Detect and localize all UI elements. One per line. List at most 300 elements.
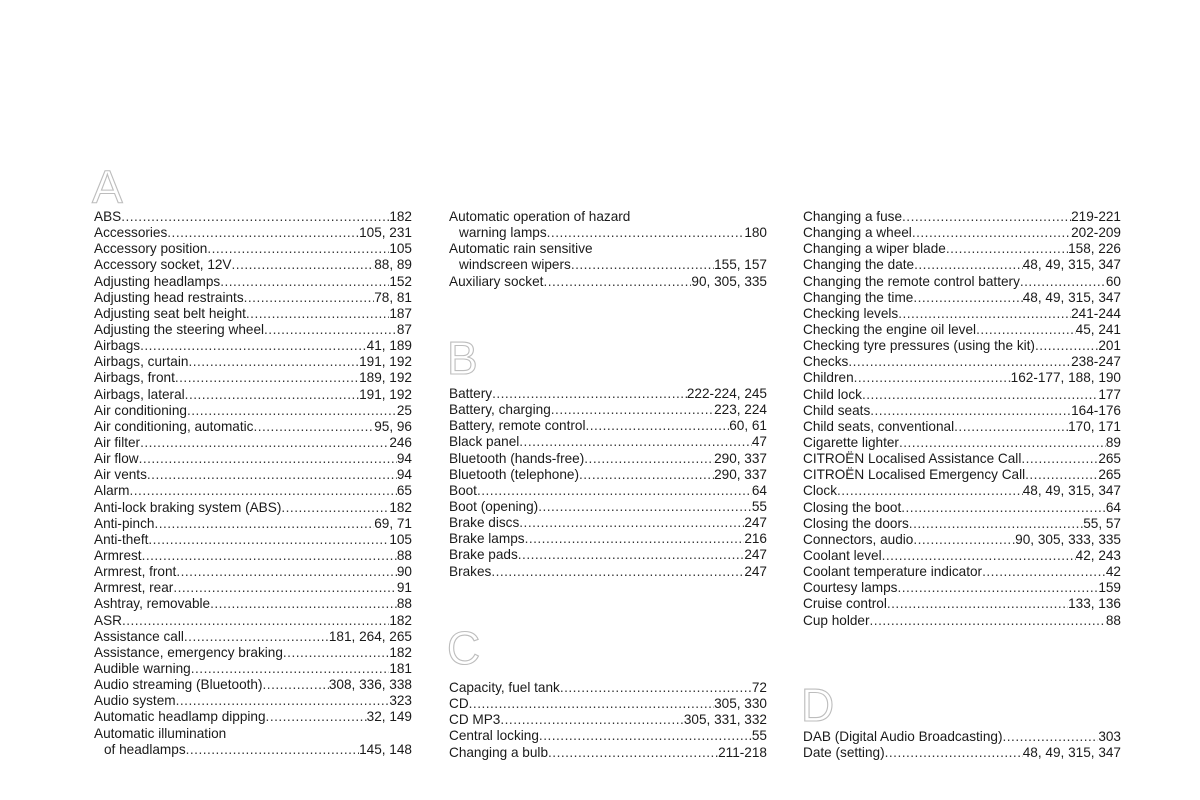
dot-leader <box>902 209 1071 225</box>
index-entry <box>449 434 767 450</box>
index-page-numbers: 159 <box>1098 580 1121 596</box>
index-entry <box>94 500 412 516</box>
dot-leader <box>525 531 745 547</box>
index-entry <box>449 209 767 225</box>
index-page-numbers: 216 <box>744 531 767 547</box>
index-term: Changing a bulb <box>449 744 549 760</box>
index-term: Brake pads <box>449 547 518 563</box>
index-entry <box>803 274 1121 290</box>
index-term: Air conditioning <box>94 402 187 418</box>
dot-leader <box>909 516 1083 532</box>
index-page-numbers: 308, 336, 338 <box>328 677 412 693</box>
dot-leader <box>547 225 745 241</box>
dot-leader <box>543 274 691 290</box>
index-term: Capacity, fuel tank <box>449 680 560 695</box>
index-page-numbers: 191, 192 <box>359 354 412 370</box>
index-entry <box>449 531 767 547</box>
dot-leader <box>519 434 752 450</box>
index-term: Child seats <box>803 402 871 418</box>
dot-leader <box>870 613 1106 629</box>
section-a-continued-entries <box>449 209 767 290</box>
index-entry <box>803 596 1121 612</box>
dot-leader <box>477 483 752 499</box>
index-entry <box>803 580 1121 596</box>
index-page-numbers: 95, 96 <box>374 418 412 434</box>
index-term: of headlamps <box>104 741 186 757</box>
dot-leader <box>130 483 397 499</box>
index-entry <box>803 467 1121 483</box>
index-page-numbers: 48, 49, 315, 347 <box>1022 289 1121 305</box>
index-term: DAB (Digital Audio Broadcasting) <box>803 729 1003 744</box>
index-page-numbers: 219-221 <box>1071 209 1121 224</box>
dot-leader <box>210 596 397 612</box>
index-page-numbers: 177 <box>1098 386 1121 402</box>
index-entry <box>449 680 767 696</box>
index-term: Changing a wiper blade <box>803 241 946 257</box>
section-letter-c: C <box>447 622 481 674</box>
index-term: Checks <box>803 354 849 370</box>
index-term: Changing a fuse <box>803 209 903 224</box>
index-entry <box>803 613 1121 629</box>
index-page-numbers: 182 <box>389 209 412 224</box>
dot-leader <box>560 680 752 696</box>
dot-leader <box>1020 274 1106 290</box>
dot-leader <box>185 387 359 403</box>
index-term: Cup holder <box>803 612 870 628</box>
dot-leader <box>837 483 1023 499</box>
section-d-entries <box>803 729 1121 761</box>
index-term: Child lock <box>803 386 862 402</box>
dot-leader <box>188 354 359 370</box>
index-term: Coolant level <box>803 547 882 563</box>
index-term: Audio system <box>94 693 176 709</box>
index-term: Boot <box>449 482 477 498</box>
index-page-numbers: 290, 337 <box>714 450 767 466</box>
index-page-numbers: 162-177, 188, 190 <box>1010 370 1121 386</box>
dot-leader <box>266 709 367 725</box>
index-term: Alarm <box>94 483 130 499</box>
dot-leader <box>184 629 329 645</box>
index-page-numbers: 265 <box>1098 467 1121 483</box>
index-entry <box>449 547 767 563</box>
index-term: Cigarette lighter <box>803 434 899 450</box>
index-entry <box>449 386 767 402</box>
index-page-numbers: 42, 243 <box>1075 547 1121 563</box>
index-page-numbers: 60 <box>1105 273 1121 289</box>
dot-leader <box>283 645 389 661</box>
index-entry <box>94 257 412 273</box>
index-term: Brakes <box>449 563 492 579</box>
dot-leader <box>854 370 1011 386</box>
dot-leader <box>913 290 1022 306</box>
dot-leader <box>140 435 389 451</box>
index-term: Bluetooth (telephone) <box>449 466 579 482</box>
index-entry <box>803 435 1121 451</box>
index-page-numbers: 222-224, 245 <box>686 386 767 401</box>
index-entry <box>803 257 1121 273</box>
index-term: CD <box>449 696 469 712</box>
dot-leader <box>148 532 389 548</box>
index-page-numbers: 89 <box>1105 434 1121 450</box>
dot-leader <box>870 403 1071 419</box>
index-page-numbers: 133, 136 <box>1068 596 1121 612</box>
index-entry <box>803 387 1121 403</box>
index-page-numbers: 64 <box>751 482 767 498</box>
index-page-numbers: 303 <box>1098 729 1121 744</box>
index-entry <box>449 499 767 515</box>
dot-leader <box>882 548 1076 564</box>
index-page-numbers: 238-247 <box>1071 354 1121 370</box>
index-page-numbers: 55 <box>751 728 767 744</box>
index-term: Anti-theft <box>94 531 149 547</box>
index-entry <box>94 532 412 548</box>
index-page-numbers: 247 <box>744 547 767 563</box>
dot-leader <box>1002 729 1098 745</box>
index-entry <box>94 322 412 338</box>
index-entry <box>94 709 412 725</box>
index-term: Armrest, rear <box>94 580 174 596</box>
index-term: Adjusting seat belt height <box>94 305 246 321</box>
index-entry <box>94 742 412 758</box>
dot-leader <box>579 467 714 483</box>
index-entry <box>803 209 1121 225</box>
index-entry <box>803 451 1121 467</box>
index-entry <box>803 338 1121 354</box>
dot-leader <box>244 290 375 306</box>
index-term: Checking tyre pressures (using the kit) <box>803 338 1035 354</box>
index-page-numbers: 91 <box>396 580 412 596</box>
index-page-numbers: 55, 57 <box>1083 515 1121 531</box>
index-term: Airbags <box>94 338 141 354</box>
index-page-numbers: 88 <box>396 596 412 612</box>
index-entry <box>803 548 1121 564</box>
index-term: Black panel <box>449 434 520 450</box>
index-entry <box>94 693 412 709</box>
section-a-entries <box>94 209 412 758</box>
index-entry <box>94 419 412 435</box>
index-page-numbers: 47 <box>751 434 767 450</box>
section-letter-a: A <box>92 161 123 213</box>
index-page-numbers: 94 <box>396 467 412 483</box>
index-term: windscreen wipers <box>459 257 571 273</box>
index-page-numbers: 247 <box>744 515 767 531</box>
index-page-numbers: 191, 192 <box>359 386 412 402</box>
index-entry <box>449 467 767 483</box>
index-entry <box>803 354 1121 370</box>
index-term: Automatic rain sensitive <box>449 241 593 257</box>
index-term: ABS <box>94 209 122 224</box>
index-page-numbers: 105 <box>389 241 412 257</box>
index-entry <box>94 387 412 403</box>
index-entry <box>803 564 1121 580</box>
dot-leader <box>491 564 744 580</box>
index-page-numbers: 323 <box>389 693 412 709</box>
index-term: CITROËN Localised Assistance Call <box>803 451 1022 467</box>
section-c-continued-entries <box>803 209 1121 629</box>
index-term: Changing a wheel <box>803 225 912 241</box>
index-page-numbers: 65 <box>396 483 412 499</box>
dot-leader <box>913 532 1015 548</box>
dot-leader <box>176 564 397 580</box>
index-term: Air conditioning, automatic <box>94 418 254 434</box>
index-entry <box>803 516 1121 532</box>
index-page-numbers: 182 <box>389 644 412 660</box>
dot-leader <box>175 370 359 386</box>
index-term: Accessory position <box>94 241 208 257</box>
dot-leader <box>220 274 389 290</box>
index-term: Bluetooth (hands-free) <box>449 450 585 466</box>
index-entry <box>94 467 412 483</box>
index-page-numbers: 180 <box>744 225 767 241</box>
dot-leader <box>500 712 683 728</box>
index-term: Automatic operation of hazard <box>449 209 631 224</box>
index-entry <box>94 483 412 499</box>
index-page-numbers: 72 <box>751 680 767 695</box>
index-page-numbers: 48, 49, 315, 347 <box>1022 257 1121 273</box>
dot-leader <box>122 613 389 629</box>
dot-leader <box>954 419 1068 435</box>
dot-leader <box>1021 451 1098 467</box>
index-page-numbers: 90, 305, 333, 335 <box>1015 531 1121 547</box>
dot-leader <box>492 386 687 402</box>
index-term: Coolant temperature indicator <box>803 564 983 580</box>
index-term: Air vents <box>94 467 147 483</box>
index-entry <box>94 306 412 322</box>
index-entry <box>803 483 1121 499</box>
index-term: Accessories <box>94 225 168 241</box>
index-entry <box>803 532 1121 548</box>
index-term: Child seats, conventional <box>803 418 955 434</box>
dot-leader <box>885 745 1023 761</box>
index-page-numbers: 164-176 <box>1071 402 1121 418</box>
index-term: Children <box>803 370 854 386</box>
index-entry <box>94 241 412 257</box>
dot-leader <box>898 306 1071 322</box>
index-entry <box>449 451 767 467</box>
index-term: Brake discs <box>449 515 520 531</box>
index-page-numbers: 170, 171 <box>1068 418 1121 434</box>
dot-leader <box>539 728 752 744</box>
index-page-numbers: 64 <box>1105 499 1121 515</box>
index-page-numbers: 41, 189 <box>366 338 412 354</box>
index-entry <box>803 419 1121 435</box>
index-entry <box>803 729 1121 745</box>
index-entry <box>94 548 412 564</box>
index-entry <box>803 500 1121 516</box>
index-page-numbers: 105 <box>389 531 412 547</box>
index-entry <box>449 257 767 273</box>
dot-leader <box>899 435 1106 451</box>
index-term: Closing the boot <box>803 499 902 515</box>
index-page-numbers: 155, 157 <box>714 257 767 273</box>
index-page-numbers: 88, 89 <box>374 257 412 273</box>
dot-leader <box>976 322 1076 338</box>
index-term: Battery <box>449 386 493 401</box>
index-page-numbers: 88 <box>396 547 412 563</box>
index-entry <box>803 290 1121 306</box>
index-term: warning lamps <box>459 225 547 241</box>
index-entry <box>449 712 767 728</box>
index-entry <box>94 403 412 419</box>
index-entry <box>449 241 767 257</box>
index-entry <box>94 338 412 354</box>
dot-leader <box>586 418 730 434</box>
dot-leader <box>186 742 359 758</box>
index-entry <box>94 516 412 532</box>
dot-leader <box>176 693 390 709</box>
index-page-numbers: 211-218 <box>718 744 767 760</box>
index-page-numbers: 189, 192 <box>359 370 412 386</box>
dot-leader <box>912 225 1071 241</box>
index-page-numbers: 223, 224 <box>714 402 767 418</box>
dot-leader <box>263 677 329 693</box>
index-term: Airbags, front <box>94 370 175 386</box>
index-entry <box>449 418 767 434</box>
index-term: Battery, remote control <box>449 418 586 434</box>
index-page-numbers: 305, 331, 332 <box>683 712 767 728</box>
dot-leader <box>901 500 1106 516</box>
dot-leader <box>142 548 397 564</box>
index-page-numbers: 60, 61 <box>729 418 767 434</box>
index-entry <box>94 209 412 225</box>
index-term: Checking the engine oil level <box>803 321 977 337</box>
index-page-numbers: 152 <box>389 273 412 289</box>
dot-leader <box>848 354 1071 370</box>
index-entry <box>94 580 412 596</box>
index-entry <box>94 225 412 241</box>
index-page-numbers: 247 <box>744 563 767 579</box>
dot-leader <box>551 402 714 418</box>
dot-leader <box>518 547 745 563</box>
index-term: Boot (opening) <box>449 498 539 514</box>
dot-leader <box>121 209 389 225</box>
index-page-numbers: 78, 81 <box>374 289 412 305</box>
dot-leader <box>519 515 744 531</box>
section-letter-d: D <box>801 679 835 731</box>
index-entry <box>449 745 767 761</box>
index-page-numbers: 181 <box>389 660 412 676</box>
index-entry <box>449 225 767 241</box>
index-term: Armrest, front <box>94 564 177 580</box>
index-entry <box>94 726 412 742</box>
index-entry <box>803 370 1121 386</box>
index-term: Brake lamps <box>449 531 525 547</box>
index-entry <box>803 322 1121 338</box>
index-term: Central locking <box>449 728 539 744</box>
index-entry <box>94 451 412 467</box>
index-entry <box>449 483 767 499</box>
index-entry <box>803 745 1121 761</box>
index-term: Date (setting) <box>803 745 885 761</box>
index-entry <box>803 403 1121 419</box>
dot-leader <box>232 257 375 273</box>
index-page-numbers: 182 <box>389 612 412 628</box>
index-page-numbers: 55 <box>751 498 767 514</box>
index-entry <box>803 225 1121 241</box>
dot-leader <box>982 564 1106 580</box>
dot-leader <box>253 419 374 435</box>
index-entry <box>449 564 767 580</box>
index-term: CD MP3 <box>449 712 501 728</box>
dot-leader <box>584 451 714 467</box>
index-entry <box>94 613 412 629</box>
index-term: Automatic illumination <box>94 725 227 741</box>
index-page-numbers: 241-244 <box>1071 305 1121 321</box>
index-page-numbers: 88 <box>1105 612 1121 628</box>
index-term: Adjusting the steering wheel <box>94 321 265 337</box>
index-entry <box>94 629 412 645</box>
dot-leader <box>191 661 390 677</box>
index-term: ASR <box>94 612 122 628</box>
dot-leader <box>862 387 1098 403</box>
index-term: Anti-lock braking system (ABS) <box>94 499 282 515</box>
dot-leader <box>264 322 397 338</box>
index-page-numbers: 90, 305, 335 <box>691 273 767 289</box>
dot-leader <box>1025 467 1098 483</box>
index-term: Armrest <box>94 547 142 563</box>
index-page-numbers: 145, 148 <box>359 741 412 757</box>
index-page-numbers: 48, 49, 315, 347 <box>1022 745 1121 761</box>
section-letter-b: B <box>447 332 478 384</box>
dot-leader <box>139 451 397 467</box>
index-entry <box>803 241 1121 257</box>
index-entry <box>94 274 412 290</box>
index-term: Airbags, curtain <box>94 354 189 370</box>
index-term: Courtesy lamps <box>803 580 898 596</box>
index-term: Anti-pinch <box>94 515 155 531</box>
index-entry <box>449 696 767 712</box>
index-term: Airbags, lateral <box>94 386 185 402</box>
index-term: Clock <box>803 483 837 499</box>
dot-leader <box>1035 338 1098 354</box>
dot-leader <box>246 306 389 322</box>
index-entry <box>449 728 767 744</box>
index-entry <box>803 306 1121 322</box>
index-term: Assistance call <box>94 628 184 644</box>
index-term: Auxiliary socket <box>449 273 544 289</box>
index-entry <box>94 370 412 386</box>
section-b-entries <box>449 386 767 580</box>
index-page-numbers: 87 <box>396 321 412 337</box>
index-term: Air filter <box>94 434 141 450</box>
index-page-numbers: 246 <box>389 434 412 450</box>
index-entry <box>94 677 412 693</box>
index-term: Battery, charging <box>449 402 551 418</box>
index-page-numbers: 25 <box>396 402 412 418</box>
dot-leader <box>469 696 714 712</box>
dot-leader <box>147 467 397 483</box>
index-page-numbers: 158, 226 <box>1068 241 1121 257</box>
index-page-numbers: 42 <box>1105 564 1121 580</box>
index-term: Changing the remote control battery <box>803 273 1020 289</box>
dot-leader <box>548 745 718 761</box>
index-term: Audio streaming (Bluetooth) <box>94 677 263 693</box>
index-page-numbers: 48, 49, 315, 347 <box>1022 483 1121 499</box>
index-term: Air flow <box>94 451 139 467</box>
index-entry <box>94 564 412 580</box>
index-page-numbers: 305, 330 <box>714 696 767 712</box>
index-term: Adjusting head restraints <box>94 289 244 305</box>
dot-leader <box>154 516 374 532</box>
index-term: Checking levels <box>803 305 899 321</box>
index-entry <box>94 435 412 451</box>
index-page-numbers: 90 <box>396 564 412 580</box>
index-page-numbers: 181, 264, 265 <box>328 628 412 644</box>
dot-leader <box>887 596 1068 612</box>
index-entry <box>94 596 412 612</box>
index-page-numbers: 45, 241 <box>1075 321 1121 337</box>
index-page-numbers: 69, 71 <box>374 515 412 531</box>
